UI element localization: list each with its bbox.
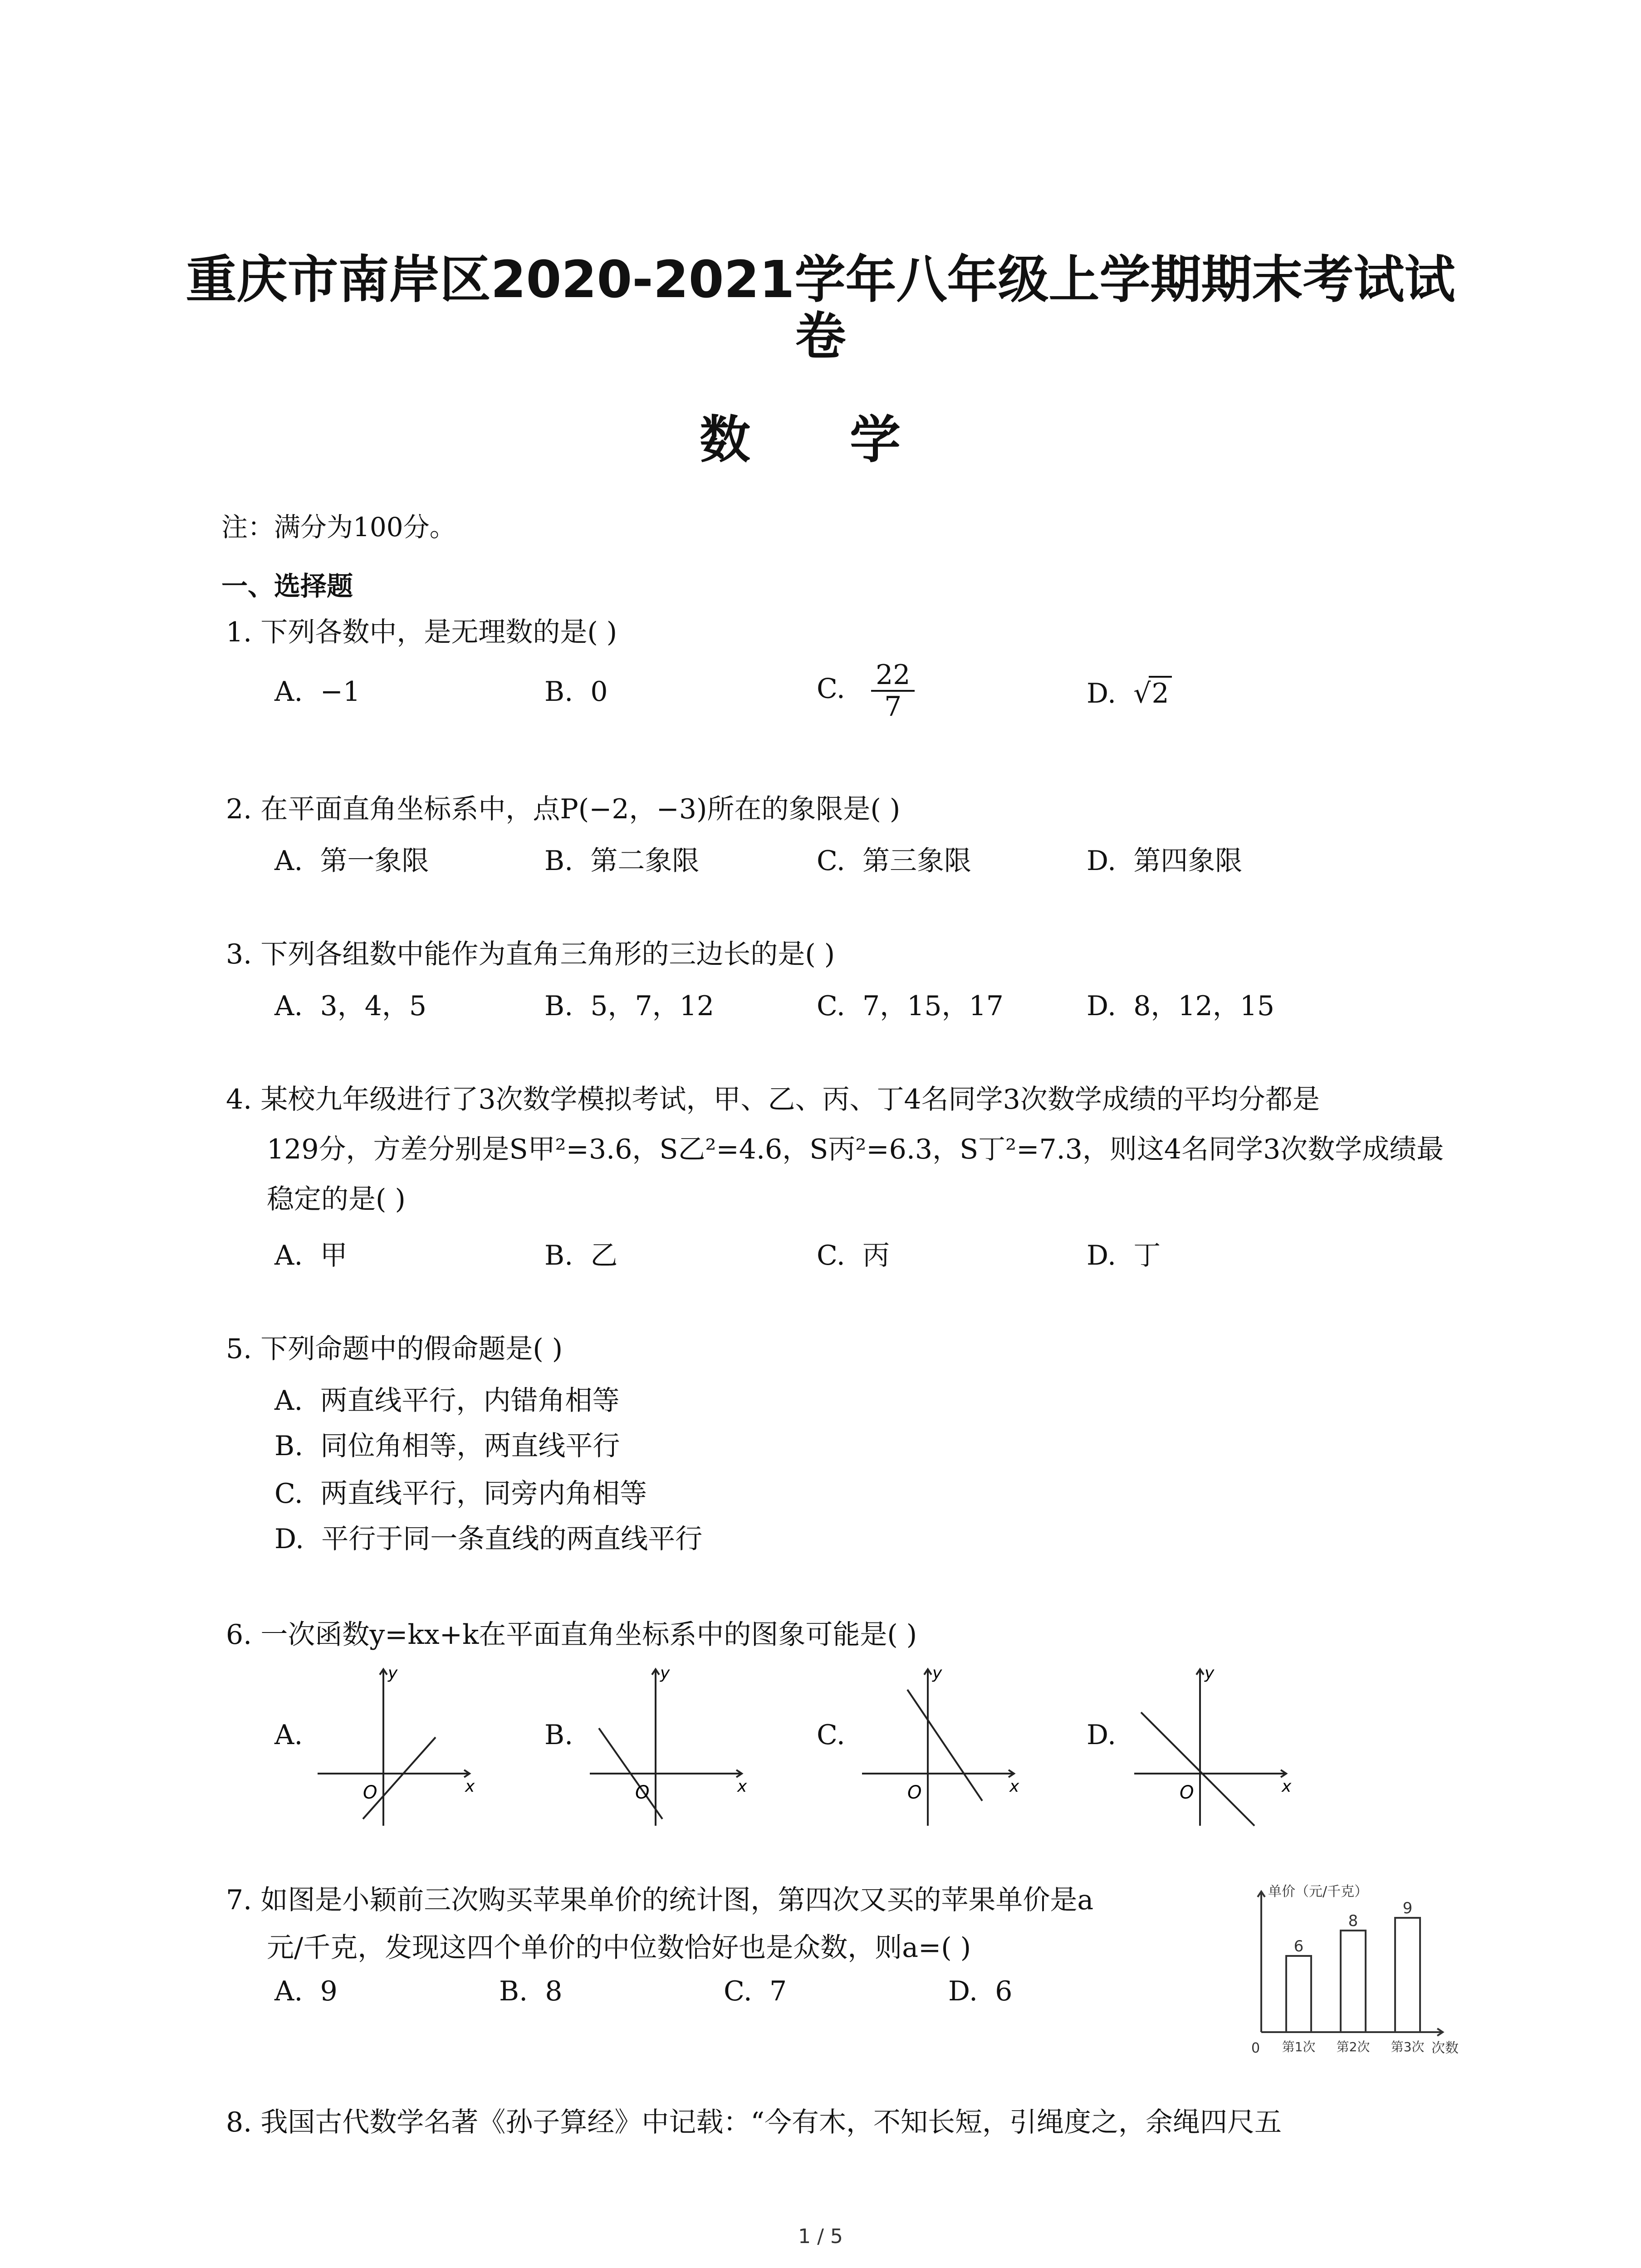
score-note: 注：满分为100分。 [221, 512, 456, 543]
fraction: $\frac{22}{7}$ [871, 660, 915, 722]
q6-option-b-letter: B. [544, 1719, 573, 1751]
chart-origin: 0 [1251, 2040, 1260, 2056]
question-1-stem: 1. 下列各数中，是无理数的是( ) [226, 616, 617, 648]
q2-option-a: A. 第一象限 [274, 845, 429, 877]
svg-text:x: x [1282, 1777, 1292, 1796]
q4-option-b: B. 乙 [544, 1240, 618, 1271]
question-6-stem: 6. 一次函数y=kx+k在平面直角坐标系中的图象可能是( ) [226, 1619, 917, 1651]
category-label-2: 第2次 [1336, 2039, 1370, 2054]
question-7-stem-line1: 7. 如图是小颖前三次购买苹果单价的统计图，第四次又买的苹果单价是a [226, 1884, 1094, 1916]
svg-text:y: y [660, 1664, 670, 1682]
q1-option-a: A. −1 [274, 676, 361, 708]
q7-price-bar-chart [1243, 1878, 1461, 2059]
section-heading: 一、选择题 [221, 571, 353, 601]
q7-option-c: C. 7 [724, 1975, 787, 2007]
q6-graph-b [585, 1662, 749, 1828]
q3-option-d: D. 8，12，15 [1087, 990, 1275, 1022]
bar-value-label-1: 6 [1293, 1937, 1304, 1955]
q2-option-d: D. 第四象限 [1087, 845, 1243, 877]
bar-3 [1395, 1918, 1420, 2032]
q7-option-a: A. 9 [274, 1975, 338, 2007]
svg-text:x: x [465, 1777, 475, 1796]
category-label-1: 第1次 [1282, 2039, 1316, 2054]
q1-option-b: B. 0 [544, 676, 608, 708]
q6-option-d-letter: D. [1087, 1719, 1117, 1751]
svg-text:x: x [737, 1777, 747, 1796]
question-8-stem: 8. 我国古代数学名著《孙子算经》中记载：“今有木，不知长短，引绳度之，余绳四尺五 [226, 2107, 1282, 2138]
question-4-stem-line3: 稳定的是( ) [267, 1183, 406, 1215]
svg-text:y: y [932, 1664, 942, 1682]
question-2-stem: 2. 在平面直角坐标系中，点P(−2，−3)所在的象限是( ) [226, 793, 901, 825]
page-title-continued: 卷 [795, 307, 846, 366]
question-4-stem-line1: 4. 某校九年级进行了3次数学模拟考试，甲、乙、丙、丁4名同学3次数学成绩的平均分都是 [226, 1084, 1320, 1115]
page-title: 重庆市南岸区2020-2021学年八年级上学期期末考试试 [186, 250, 1455, 309]
q6-option-c-letter: C. [817, 1719, 845, 1751]
svg-text:O: O [635, 1782, 650, 1803]
question-5-stem: 5. 下列命题中的假命题是( ) [226, 1333, 563, 1365]
q4-option-c: C. 丙 [817, 1240, 890, 1271]
svg-text:O: O [1180, 1782, 1194, 1803]
chart-x-label: 次数 [1431, 2040, 1459, 2056]
svg-text:y: y [388, 1664, 398, 1682]
question-3-stem: 3. 下列各组数中能作为直角三角形的三边长的是( ) [226, 938, 835, 970]
svg-text:O: O [907, 1782, 922, 1803]
q5-option-b: B. 同位角相等，两直线平行 [274, 1430, 620, 1462]
q3-option-a: A. 3，4，5 [274, 990, 427, 1022]
svg-text:y: y [1205, 1664, 1215, 1682]
question-4-stem-line2: 129分，方差分别是S甲²=3.6，S乙²=4.6，S丙²=6.3，S丁²=7.3，则这4名同学3次数学成绩最 [267, 1134, 1444, 1165]
question-7-stem-line2: 元/千克，发现这四个单价的中位数恰好也是众数，则a=( ) [267, 1932, 971, 1964]
bar-value-label-2: 8 [1348, 1912, 1358, 1930]
bar-1 [1286, 1956, 1311, 2032]
chart-y-label: 单价（元/千克） [1268, 1884, 1368, 1900]
svg-text:O: O [363, 1782, 377, 1803]
q2-option-b: B. 第二象限 [544, 845, 700, 877]
q5-option-c: C. 两直线平行，同旁内角相等 [274, 1478, 647, 1510]
q6-graph-c [857, 1662, 1021, 1828]
q7-option-d: D. 6 [948, 1975, 1013, 2007]
q5-option-a: A. 两直线平行，内错角相等 [274, 1385, 620, 1417]
svg-text:x: x [1009, 1777, 1019, 1796]
subject-title: 数 学 [700, 411, 941, 469]
q3-option-c: C. 7，15，17 [817, 990, 1004, 1022]
q4-option-d: D. 丁 [1087, 1240, 1161, 1271]
page-number: 1 / 5 [798, 2225, 843, 2248]
q3-option-b: B. 5，7，12 [544, 990, 715, 1022]
q6-graph-d [1130, 1662, 1293, 1828]
q1-option-c: C. $\frac{22}{7}$ [817, 660, 915, 722]
q6-option-a-letter: A. [274, 1719, 303, 1751]
q4-option-a: A. 甲 [274, 1240, 348, 1271]
q1-option-d: D. √2 [1087, 676, 1172, 709]
category-label-3: 第3次 [1391, 2039, 1425, 2054]
q2-option-c: C. 第三象限 [817, 845, 971, 877]
bar-2 [1341, 1931, 1366, 2032]
q6-graph-a [313, 1662, 476, 1828]
bar-value-label-3: 9 [1402, 1899, 1413, 1917]
q7-option-b: B. 8 [499, 1975, 563, 2007]
q5-option-d: D. 平行于同一条直线的两直线平行 [274, 1523, 703, 1555]
